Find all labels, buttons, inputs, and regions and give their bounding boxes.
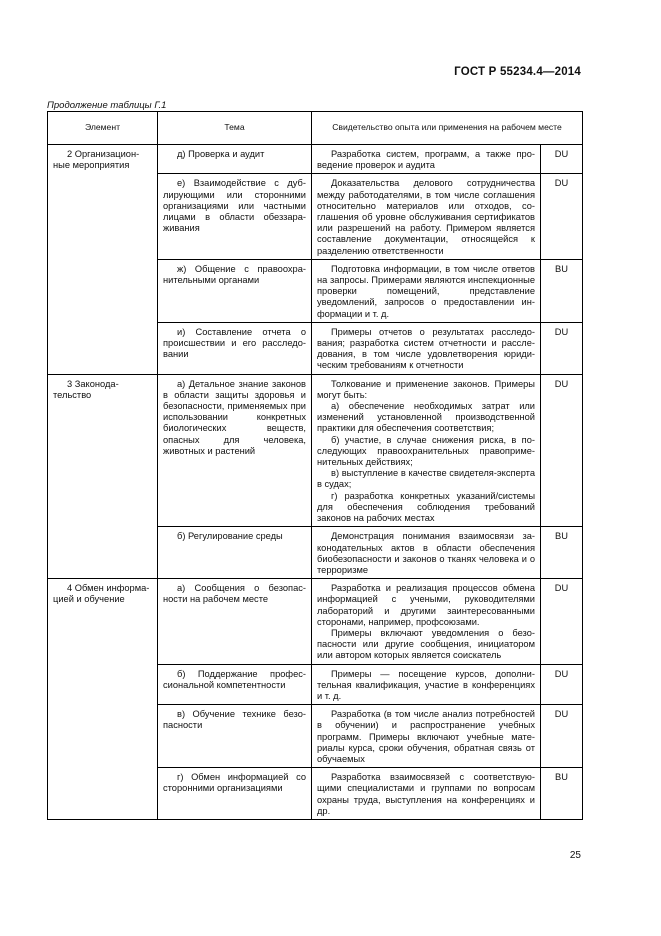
competence-table [47,111,583,820]
topic-cell: б) Регулирование среды [158,527,312,579]
type-code-cell: DU [541,705,583,768]
evidence-cell [312,705,541,768]
topic-cell: б) Поддержание профессиональной компетентности [158,664,312,705]
evidence-paragraph: а) обеспечение необходимых затрат или изменений установленной производственной практики для обеспечения соответствия; [317,401,535,434]
table-header-row [48,112,583,145]
evidence-cell [312,768,541,820]
evidence-cell [312,374,541,527]
evidence-cell [312,527,541,579]
type-code-cell: DU [541,664,583,705]
topic-cell: д) Проверка и аудит [158,145,312,174]
evidence-cell [312,259,541,322]
type-code-cell: DU [541,174,583,259]
evidence-paragraph: Подготовка информации, в том числе ответов на запросы. Примерами являются инспекционные проверки помещений, представление уведомлений, запросов о предоставлении информации и т. д. [317,263,535,319]
evidence-paragraph: Примеры включают уведомления о безопасности или другие сообщения, инициатором или автором которых является соискатель [317,627,535,661]
evidence-cell [312,145,541,174]
type-code-cell: DU [541,322,583,374]
type-code-cell: BU [541,768,583,820]
table-caption: Продолжение таблицы Г.1 [47,100,167,111]
evidence-paragraph: Разработка (в том числе анализ потребностей в обучении) и распространение учебных программ. Примеры включают учебные материалы курса, сроки обучения, обратная связь от обучаемых [317,709,535,764]
page-number: 25 [569,850,581,861]
evidence-paragraph: г) разработка конкретных указаний/системы для обеспечения соблюдения требований законов на рабочих местах [317,490,535,524]
evidence-paragraph: Примеры — посещение курсов, дополнительная квалификация, участие в конференциях и т. д. [317,668,535,701]
evidence-paragraph: в) выступление в качестве свидетеля-эксперта в судах; [317,468,535,490]
topic-cell: г) Обмен информацией со сторонними организациями [158,768,312,820]
column-header-element: Элемент [48,112,158,145]
type-code-cell: DU [541,145,583,174]
type-code-cell: BU [541,527,583,579]
evidence-paragraph: Разработка систем, программ, а также проведение проверок и аудита [317,149,535,171]
column-header-evidence: Свидетельство опыта или применения на рабочем месте [312,112,583,145]
element-cell: 3 Законодательство [48,374,158,578]
evidence-cell [312,579,541,664]
evidence-paragraph: Разработка взаимосвязей с соответствующими специалистами и группами по вопросам охраны труда, выступления на конференциях и др. [317,772,535,816]
evidence-paragraph: Примеры отчетов о результатах расследования; разработка систем отчетности и расследования, в том числе удовлетворения юридическим требованиям к отчетности [317,326,535,371]
evidence-cell [312,664,541,705]
topic-cell: е) Взаимодействие с дублирующими или сторонними организациями или частными лицами в области обеззараживания [158,174,312,259]
evidence-paragraph: Демонстрация понимания взаимосвязи законодательных актов в области обеспечения биобезопасности и законов о тканях человека и о терроризме [317,531,535,575]
table-body [48,145,583,820]
evidence-paragraph: Разработка и реализация процессов обмена информацией с учеными, руководителями лабораторий и другими заинтересованными сторонами, например, профсоюзами. [317,583,535,627]
table-row [48,145,583,174]
evidence-paragraph: б) участие, в случае снижения риска, в последующих правоохранительных правоприменительных действиях; [317,434,535,468]
type-code-cell: BU [541,259,583,322]
standard-number: ГОСТ Р 55234.4—2014 [454,66,581,78]
table-row [48,374,583,527]
type-code-cell: DU [541,374,583,527]
evidence-cell [312,174,541,259]
topic-cell: и) Составление отчета о происшествии и его расследовании [158,322,312,374]
topic-cell: а) Сообщения о безопасности на рабочем месте [158,579,312,664]
evidence-paragraph: Толкование и применение законов. Примеры могут быть: [317,378,535,400]
topic-cell: ж) Общение с правоохранительными органами [158,259,312,322]
topic-cell: а) Детальное знание законов в области защиты здоровья и безопасности, применяемых при использовании конкретных биологических веществ, опасных для человека, животных и растений [158,374,312,527]
topic-cell: в) Обучение технике безопасности [158,705,312,768]
column-header-topic: Тема [158,112,312,145]
evidence-paragraph: Доказательства делового сотрудничества между работодателями, в том числе соглашения относительно материалов или отходов, соглашения об уровне обслуживания сертификатов или разрешений на работу. Примером является составление документации, относящейся к разделению ответственности [317,178,535,256]
table-row [48,579,583,664]
element-cell: 4 Обмен информацией и обучение [48,579,158,820]
evidence-cell [312,322,541,374]
element-cell: 2 Организационные мероприятия [48,145,158,375]
type-code-cell: DU [541,579,583,664]
